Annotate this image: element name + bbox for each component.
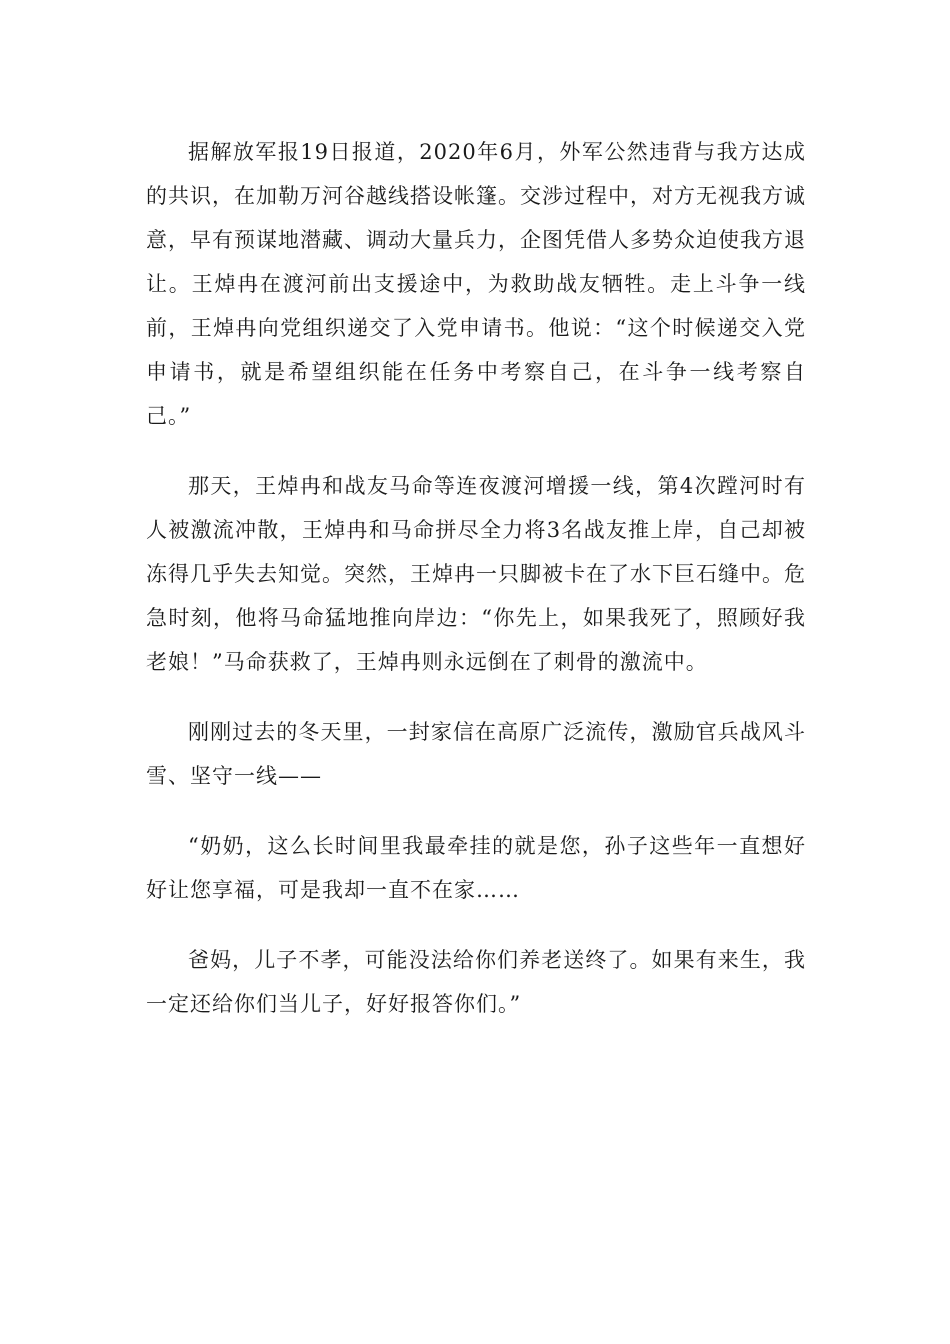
paragraph-1: 据解放军报19日报道，2020年6月，外军公然违背与我方达成的共识，在加勒万河谷越线搭设帐篷。交涉过程中，对方无视我方诚意，早有预谋地潜藏、调动大量兵力，企图凭借人多势众迫使我方退让。王焯冉在渡河前出支援途中，为救助战友牺牲。走上斗争一线前，王焯冉向党组织递交了入党申请书。他说：“这个时候递交入党申请书，就是希望组织能在任务中考察自己，在斗争一线考察自己。” bbox=[146, 140, 806, 428]
document-body bbox=[146, 130, 806, 1052]
paragraph-3: 刚刚过去的冬天里，一封家信在高原广泛流传，激励官兵战风斗雪、坚守一线—— bbox=[146, 720, 806, 788]
paragraph-2: 那天，王焯冉和战友马命等连夜渡河增援一线，第4次蹚河时有人被激流冲散，王焯冉和马命拼尽全力将3名战友推上岸，自己却被冻得几乎失去知觉。突然，王焯冉一只脚被卡在了水下巨石缝中。危急时刻，他将马命猛地推向岸边：“你先上，如果我死了，照顾好我老娘！”马命获救了，王焯冉则永远倒在了刺骨的激流中。 bbox=[146, 474, 806, 674]
paragraph-5: 爸妈，儿子不孝，可能没法给你们养老送终了。如果有来生，我一定还给你们当儿子，好好报答你们。” bbox=[146, 948, 806, 1016]
paragraph-4: “奶奶，这么长时间里我最牵挂的就是您，孙子这些年一直想好好让您享福，可是我却一直不在家…… bbox=[146, 834, 806, 902]
